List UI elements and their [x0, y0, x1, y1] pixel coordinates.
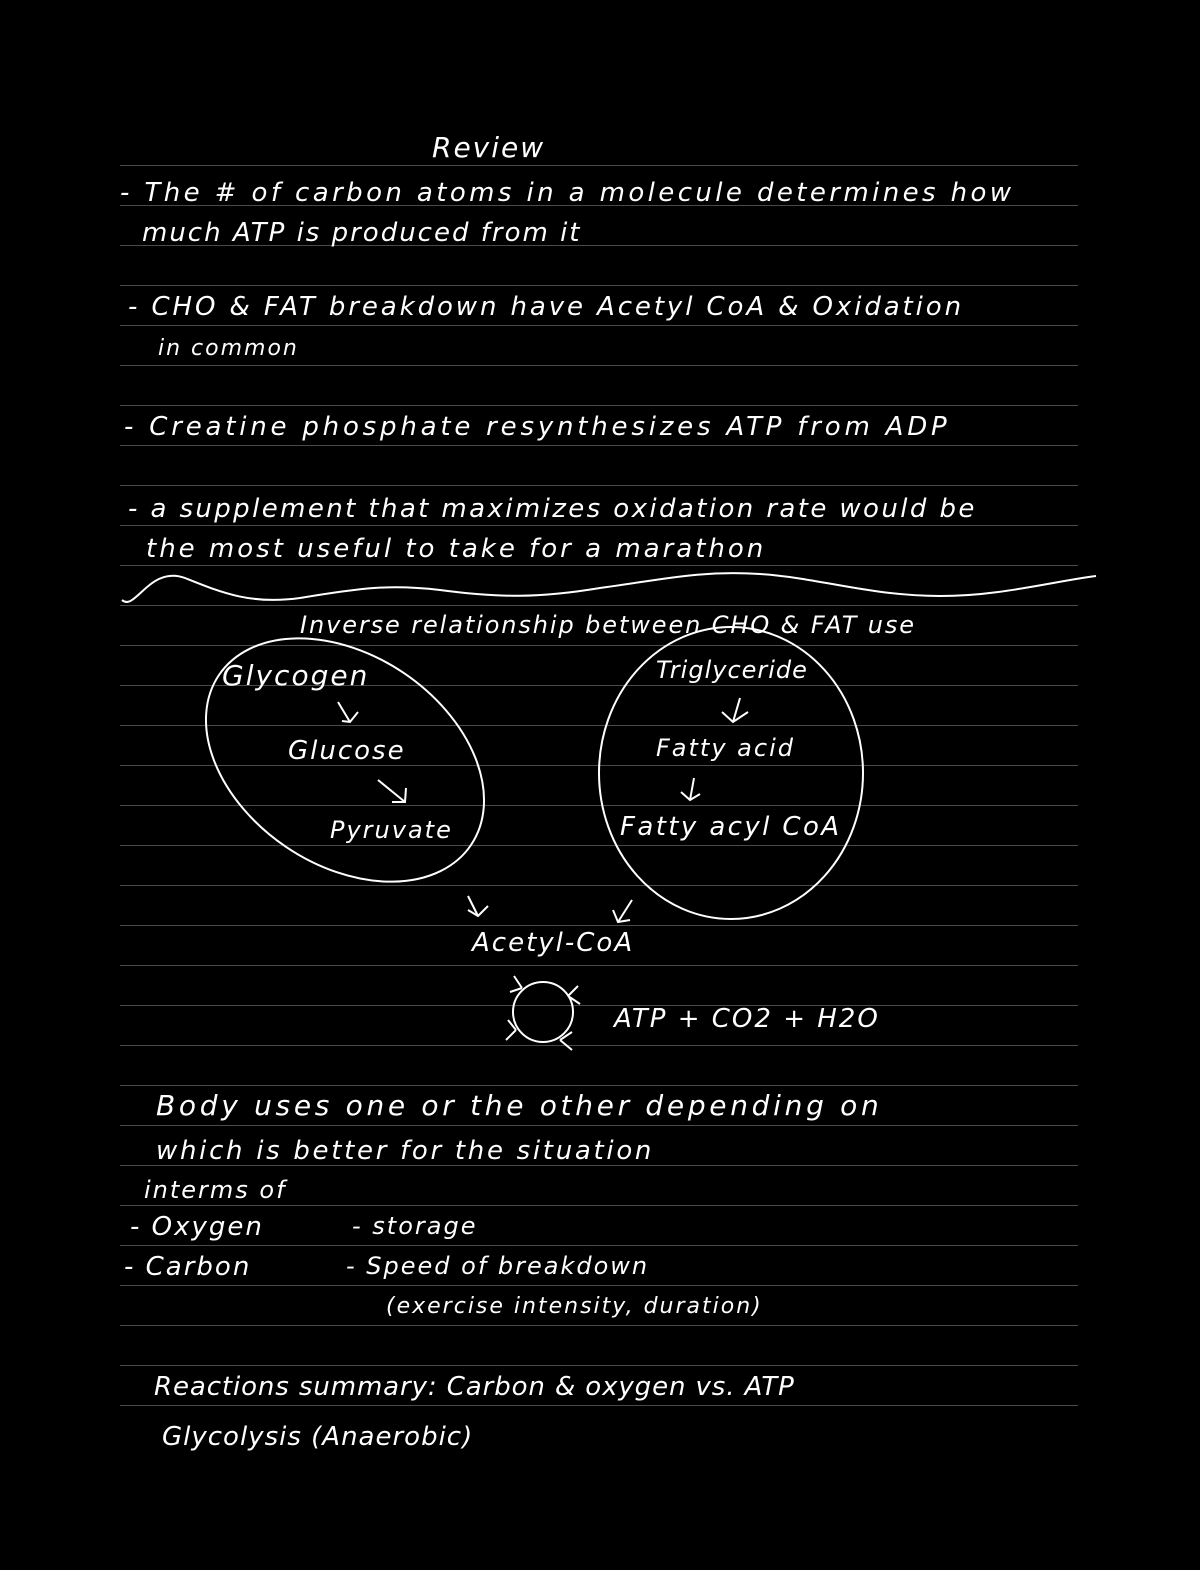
factor-speed-note: (exercise intensity, duration)	[386, 1294, 763, 1319]
cho-step-glucose: Glucose	[288, 736, 406, 766]
diagram-heading: Inverse relationship between CHO & FAT use	[300, 611, 916, 639]
arrow-acyl-coa-to-acetyl-coa	[613, 900, 632, 922]
cycle-icon	[506, 976, 580, 1050]
review-point-4-line-1: - a supplement that maximizes oxidation rate would be	[128, 494, 977, 524]
fat-step-triglyceride: Triglyceride	[656, 656, 808, 684]
arrow-glucose-to-pyruvate	[378, 780, 406, 802]
cho-step-pyruvate: Pyruvate	[330, 816, 453, 844]
arrow-glycogen-to-glucose	[338, 702, 358, 722]
arrow-fatty-acid-to-acyl-coa	[681, 778, 700, 800]
page-title: Review	[432, 131, 546, 164]
fat-step-fatty-acid: Fatty acid	[656, 734, 795, 762]
review-point-1-line-1: - The # of carbon atoms in a molecule determines how	[120, 178, 1015, 208]
arrow-triglyceride-to-fatty-acid	[722, 698, 748, 722]
fat-step-fatty-acyl-coa: Fatty acyl CoA	[620, 812, 842, 842]
review-point-2-line-2: in common	[158, 336, 299, 361]
usage-line-1: Body uses one or the other depending on	[156, 1089, 883, 1122]
review-point-3-line-1: - Creatine phosphate resynthesizes ATP from ADP	[124, 412, 951, 442]
review-point-1-line-2: much ATP is produced from it	[142, 218, 582, 248]
usage-line-2: which is better for the situation	[156, 1136, 655, 1166]
usage-line-3: interms of	[144, 1176, 287, 1204]
factor-carbon: - Carbon	[124, 1252, 252, 1282]
cycle-products: ATP + CO2 + H2O	[614, 1004, 880, 1034]
summary-title: Reactions summary: Carbon & oxygen vs. ATP	[154, 1372, 795, 1402]
summary-item-glycolysis: Glycolysis (Anaerobic)	[162, 1422, 474, 1452]
factor-storage: - storage	[352, 1212, 478, 1240]
factor-speed: - Speed of breakdown	[346, 1252, 650, 1280]
factor-oxygen: - Oxygen	[130, 1212, 264, 1242]
acetyl-coa-label: Acetyl-CoA	[472, 928, 635, 958]
wavy-divider	[122, 573, 1096, 602]
review-point-2-line-1: - CHO & FAT breakdown have Acetyl CoA & Oxidation	[128, 292, 964, 322]
review-point-4-line-2: the most useful to take for a marathon	[146, 534, 767, 564]
arrow-pyruvate-to-acetyl-coa	[468, 896, 488, 916]
cho-step-glycogen: Glycogen	[222, 659, 370, 692]
